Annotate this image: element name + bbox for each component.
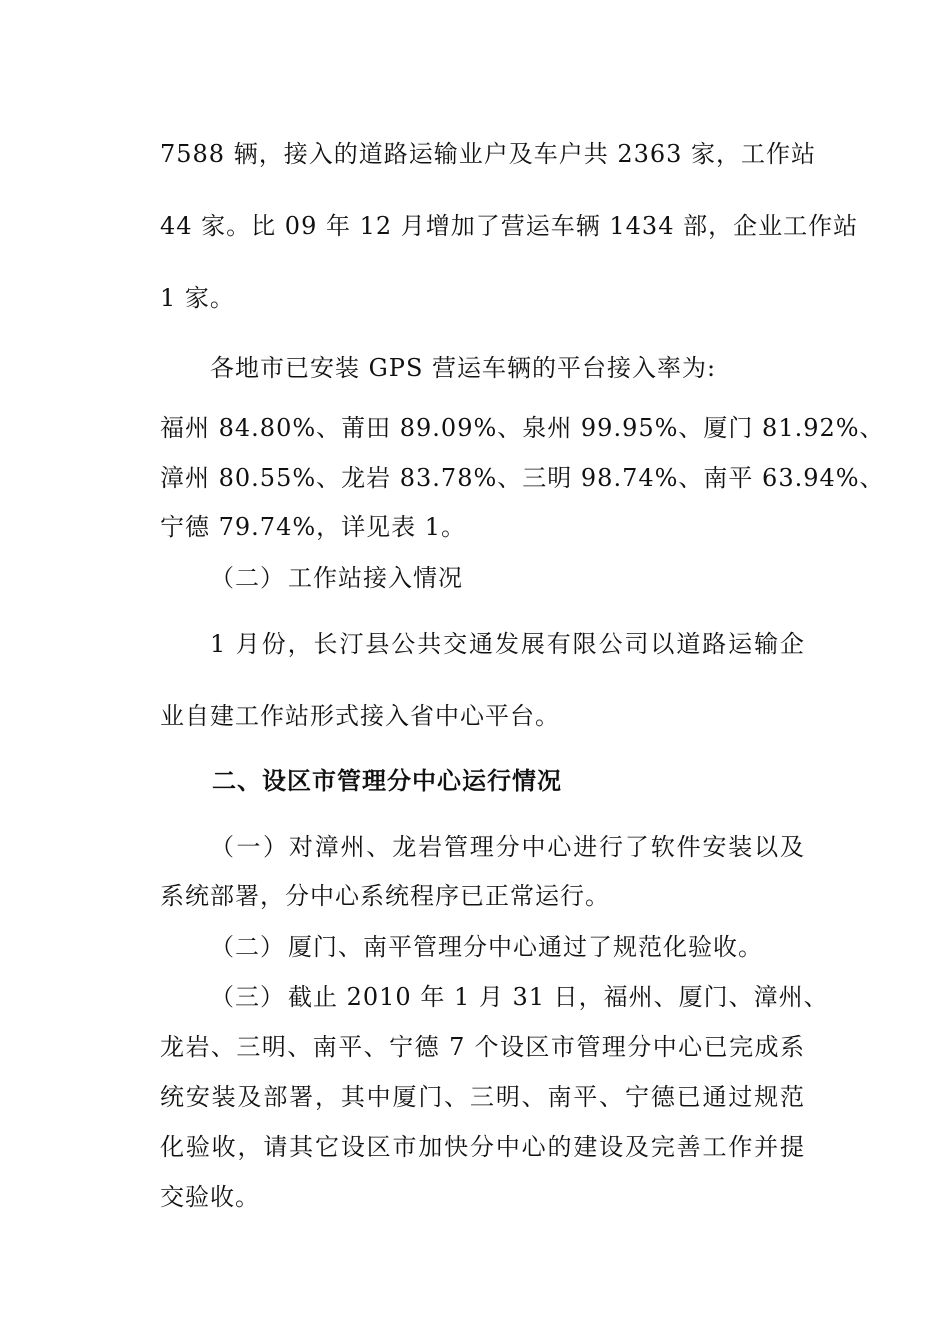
item3-text: 截止 2010 年 1 月 31 日，福州、厦门、漳州、: [288, 983, 829, 1011]
item3-line1: [210, 982, 829, 1012]
section-label: （二）: [210, 564, 285, 592]
item3-line2: 龙岩、三明、南平、宁德 7 个设区市管理分中心已完成系: [160, 1033, 805, 1061]
heading-2: 二、设区市管理分中心运行情况: [212, 767, 562, 795]
rates-line2: 漳州 80.55%、龙岩 83.78%、三明 98.74%、南平 63.94%、: [160, 464, 885, 492]
item3-line3: 统安装及部署，其中厦门、三明、南平、宁德已通过规范: [160, 1083, 805, 1111]
para1-line2: 44 家。比 09 年 12 月增加了营运车辆 1434 部，企业工作站: [160, 212, 859, 240]
section-title: 工作站接入情况: [288, 564, 463, 592]
item2-label: （二）: [210, 933, 285, 961]
para1-line3: 1 家。: [160, 284, 235, 312]
item2-line1: [210, 932, 805, 962]
item3-line5: 交验收。: [160, 1183, 260, 1211]
item3-label: （三）: [210, 983, 285, 1011]
item2-text: 厦门、南平管理分中心通过了规范化验收。: [288, 933, 763, 961]
para1-line1: 7588 辆，接入的道路运输业户及车户共 2363 家，工作站: [160, 140, 817, 168]
item1-line1: [210, 832, 805, 862]
para3-line1: 1 月份，长汀县公共交通发展有限公司以道路运输企: [210, 630, 805, 658]
item3-line4: 化验收，请其它设区市加快分中心的建设及完善工作并提: [160, 1133, 805, 1161]
para2-intro: 各地市已安装 GPS 营运车辆的平台接入率为:: [210, 354, 717, 382]
item1-label: （一）: [210, 833, 288, 861]
rates-line1: 福州 84.80%、莆田 89.09%、泉州 99.95%、厦门 81.92%、: [160, 414, 885, 442]
item1-text: 对漳州、龙岩管理分中心进行了软件安装以及: [288, 833, 805, 861]
rates-line3: 宁德 79.74%，详见表 1。: [160, 513, 467, 541]
para3-line2: 业自建工作站形式接入省中心平台。: [160, 702, 560, 730]
section-heading-workstation: [210, 563, 805, 593]
item1-line2: 系统部署，分中心系统程序已正常运行。: [160, 882, 610, 910]
